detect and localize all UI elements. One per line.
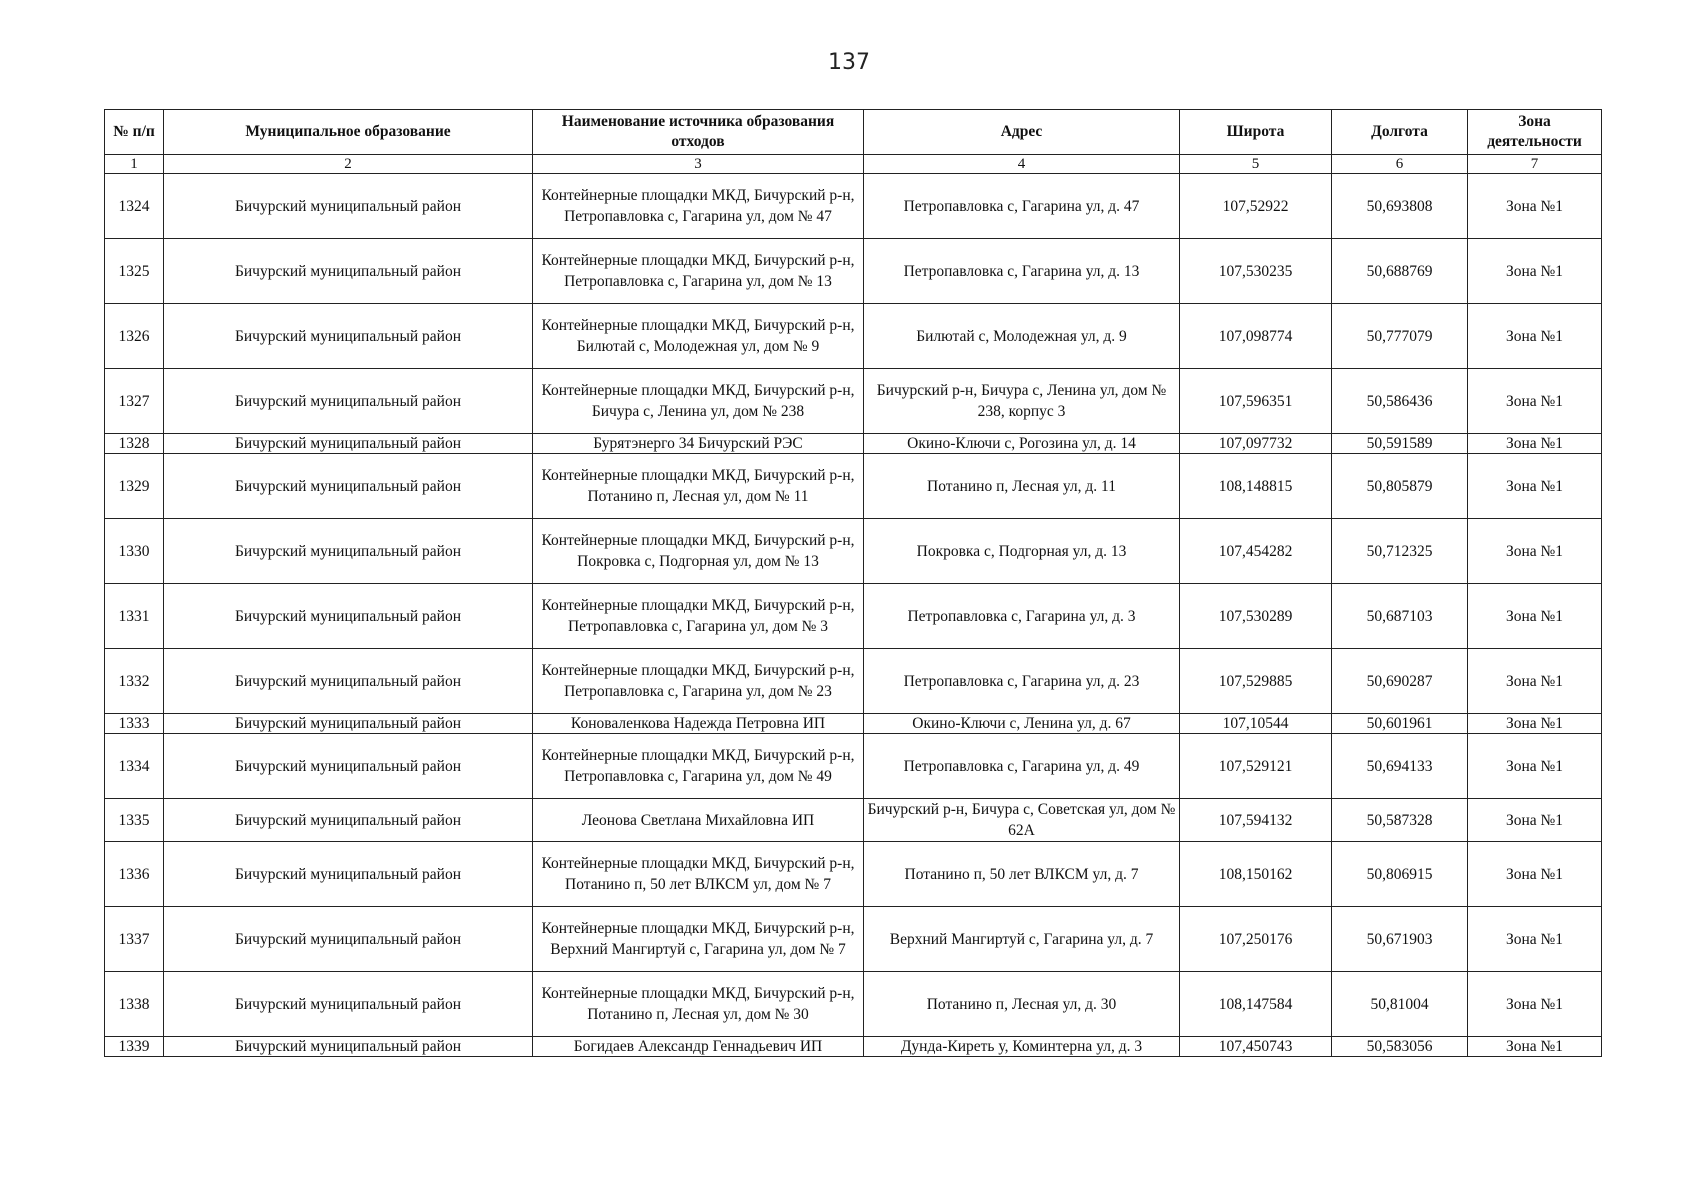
- cell-longitude: 50,591589: [1332, 434, 1468, 454]
- cell-address: Потанино п, 50 лет ВЛКСМ ул, д. 7: [864, 842, 1180, 907]
- cell-municipality: Бичурский муниципальный район: [164, 239, 533, 304]
- cell-num: 1333: [105, 714, 164, 734]
- cell-num: 1338: [105, 972, 164, 1037]
- cell-address: Петропавловка с, Гагарина ул, д. 49: [864, 734, 1180, 799]
- cell-address: Окино-Ключи с, Рогозина ул, д. 14: [864, 434, 1180, 454]
- cell-address: Бичурский р-н, Бичура с, Ленина ул, дом № 238, корпус 3: [864, 369, 1180, 434]
- cell-longitude: 50,712325: [1332, 519, 1468, 584]
- cell-latitude: 107,594132: [1180, 799, 1332, 842]
- cell-num: 1332: [105, 649, 164, 714]
- table-row: [105, 584, 1602, 649]
- cell-source: Контейнерные площадки МКД, Бичурский р-н, Билютай с, Молодежная ул, дом № 9: [533, 304, 864, 369]
- header-municipality: Муниципальное образование: [164, 110, 533, 155]
- cell-zone: Зона №1: [1468, 239, 1602, 304]
- cell-latitude: 107,250176: [1180, 907, 1332, 972]
- cell-source: Контейнерные площадки МКД, Бичурский р-н, Покровка с, Подгорная ул, дом № 13: [533, 519, 864, 584]
- table-row: [105, 369, 1602, 434]
- table-row: [105, 842, 1602, 907]
- cell-latitude: 107,530289: [1180, 584, 1332, 649]
- cell-longitude: 50,583056: [1332, 1037, 1468, 1057]
- cell-municipality: Бичурский муниципальный район: [164, 584, 533, 649]
- header-zone: Зона деятельности: [1468, 110, 1602, 155]
- cell-num: 1328: [105, 434, 164, 454]
- table-row: [105, 1037, 1602, 1057]
- cell-zone: Зона №1: [1468, 799, 1602, 842]
- cell-latitude: 107,529885: [1180, 649, 1332, 714]
- cell-source: Леонова Светлана Михайловна ИП: [533, 799, 864, 842]
- table-row: [105, 714, 1602, 734]
- cell-source: Контейнерные площадки МКД, Бичурский р-н, Петропавловка с, Гагарина ул, дом № 23: [533, 649, 864, 714]
- cell-longitude: 50,805879: [1332, 454, 1468, 519]
- header-longitude: Долгота: [1332, 110, 1468, 155]
- column-number: 3: [533, 155, 864, 174]
- cell-num: 1324: [105, 174, 164, 239]
- column-number: 5: [1180, 155, 1332, 174]
- table-row: [105, 304, 1602, 369]
- cell-source: Коноваленкова Надежда Петровна ИП: [533, 714, 864, 734]
- cell-municipality: Бичурский муниципальный район: [164, 519, 533, 584]
- cell-municipality: Бичурский муниципальный район: [164, 907, 533, 972]
- cell-longitude: 50,694133: [1332, 734, 1468, 799]
- cell-zone: Зона №1: [1468, 454, 1602, 519]
- cell-address: Петропавловка с, Гагарина ул, д. 13: [864, 239, 1180, 304]
- cell-source: Контейнерные площадки МКД, Бичурский р-н, Потанино п, 50 лет ВЛКСМ ул, дом № 7: [533, 842, 864, 907]
- cell-longitude: 50,777079: [1332, 304, 1468, 369]
- cell-zone: Зона №1: [1468, 1037, 1602, 1057]
- cell-source: Контейнерные площадки МКД, Бичурский р-н, Потанино п, Лесная ул, дом № 30: [533, 972, 864, 1037]
- cell-address: Дунда-Киреть у, Коминтерна ул, д. 3: [864, 1037, 1180, 1057]
- column-number: 7: [1468, 155, 1602, 174]
- cell-municipality: Бичурский муниципальный район: [164, 1037, 533, 1057]
- cell-num: 1331: [105, 584, 164, 649]
- cell-municipality: Бичурский муниципальный район: [164, 454, 533, 519]
- cell-num: 1337: [105, 907, 164, 972]
- cell-municipality: Бичурский муниципальный район: [164, 369, 533, 434]
- cell-latitude: 107,530235: [1180, 239, 1332, 304]
- table-row: [105, 649, 1602, 714]
- cell-num: 1327: [105, 369, 164, 434]
- cell-longitude: 50,688769: [1332, 239, 1468, 304]
- column-number: 1: [105, 155, 164, 174]
- cell-municipality: Бичурский муниципальный район: [164, 972, 533, 1037]
- cell-num: 1329: [105, 454, 164, 519]
- table-row: [105, 174, 1602, 239]
- cell-address: Бичурский р-н, Бичура с, Советская ул, дом № 62А: [864, 799, 1180, 842]
- column-number: 2: [164, 155, 533, 174]
- cell-latitude: 107,52922: [1180, 174, 1332, 239]
- cell-source: Контейнерные площадки МКД, Бичурский р-н, Потанино п, Лесная ул, дом № 11: [533, 454, 864, 519]
- cell-zone: Зона №1: [1468, 907, 1602, 972]
- cell-zone: Зона №1: [1468, 584, 1602, 649]
- cell-longitude: 50,586436: [1332, 369, 1468, 434]
- cell-num: 1334: [105, 734, 164, 799]
- cell-source: Контейнерные площадки МКД, Бичурский р-н, Бичура с, Ленина ул, дом № 238: [533, 369, 864, 434]
- cell-source: Контейнерные площадки МКД, Бичурский р-н, Верхний Мангиртуй с, Гагарина ул, дом № 7: [533, 907, 864, 972]
- column-number: 4: [864, 155, 1180, 174]
- cell-address: Билютай с, Молодежная ул, д. 9: [864, 304, 1180, 369]
- cell-municipality: Бичурский муниципальный район: [164, 434, 533, 454]
- cell-longitude: 50,601961: [1332, 714, 1468, 734]
- cell-address: Петропавловка с, Гагарина ул, д. 47: [864, 174, 1180, 239]
- cell-source: Богидаев Александр Геннадьевич ИП: [533, 1037, 864, 1057]
- cell-zone: Зона №1: [1468, 434, 1602, 454]
- cell-zone: Зона №1: [1468, 649, 1602, 714]
- cell-municipality: Бичурский муниципальный район: [164, 174, 533, 239]
- cell-latitude: 108,147584: [1180, 972, 1332, 1037]
- cell-latitude: 107,097732: [1180, 434, 1332, 454]
- cell-municipality: Бичурский муниципальный район: [164, 714, 533, 734]
- cell-num: 1339: [105, 1037, 164, 1057]
- cell-address: Покровка с, Подгорная ул, д. 13: [864, 519, 1180, 584]
- cell-latitude: 107,098774: [1180, 304, 1332, 369]
- cell-num: 1326: [105, 304, 164, 369]
- cell-address: Петропавловка с, Гагарина ул, д. 23: [864, 649, 1180, 714]
- cell-longitude: 50,687103: [1332, 584, 1468, 649]
- header-address: Адрес: [864, 110, 1180, 155]
- cell-latitude: 107,529121: [1180, 734, 1332, 799]
- cell-source: Контейнерные площадки МКД, Бичурский р-н, Петропавловка с, Гагарина ул, дом № 13: [533, 239, 864, 304]
- cell-latitude: 108,150162: [1180, 842, 1332, 907]
- cell-latitude: 108,148815: [1180, 454, 1332, 519]
- cell-zone: Зона №1: [1468, 369, 1602, 434]
- cell-municipality: Бичурский муниципальный район: [164, 799, 533, 842]
- cell-source: Контейнерные площадки МКД, Бичурский р-н, Петропавловка с, Гагарина ул, дом № 3: [533, 584, 864, 649]
- cell-num: 1336: [105, 842, 164, 907]
- cell-address: Потанино п, Лесная ул, д. 11: [864, 454, 1180, 519]
- table-row: [105, 434, 1602, 454]
- cell-longitude: 50,690287: [1332, 649, 1468, 714]
- cell-num: 1330: [105, 519, 164, 584]
- cell-zone: Зона №1: [1468, 519, 1602, 584]
- table-row: [105, 454, 1602, 519]
- cell-municipality: Бичурский муниципальный район: [164, 734, 533, 799]
- header-row: [105, 110, 1602, 155]
- cell-latitude: 107,454282: [1180, 519, 1332, 584]
- cell-address: Окино-Ключи с, Ленина ул, д. 67: [864, 714, 1180, 734]
- column-number-row: [105, 155, 1602, 174]
- header-source: Наименование источника образования отходов: [533, 110, 864, 155]
- cell-municipality: Бичурский муниципальный район: [164, 304, 533, 369]
- cell-longitude: 50,693808: [1332, 174, 1468, 239]
- cell-source: Бурятэнерго 34 Бичурский РЭС: [533, 434, 864, 454]
- cell-zone: Зона №1: [1468, 714, 1602, 734]
- cell-municipality: Бичурский муниципальный район: [164, 842, 533, 907]
- page-number: 137: [828, 50, 870, 75]
- table-row: [105, 734, 1602, 799]
- header-latitude: Широта: [1180, 110, 1332, 155]
- table-row: [105, 907, 1602, 972]
- cell-address: Потанино п, Лесная ул, д. 30: [864, 972, 1180, 1037]
- cell-num: 1335: [105, 799, 164, 842]
- cell-latitude: 107,596351: [1180, 369, 1332, 434]
- cell-zone: Зона №1: [1468, 304, 1602, 369]
- cell-source: Контейнерные площадки МКД, Бичурский р-н, Петропавловка с, Гагарина ул, дом № 47: [533, 174, 864, 239]
- cell-num: 1325: [105, 239, 164, 304]
- cell-source: Контейнерные площадки МКД, Бичурский р-н, Петропавловка с, Гагарина ул, дом № 49: [533, 734, 864, 799]
- table-row: [105, 972, 1602, 1037]
- cell-zone: Зона №1: [1468, 734, 1602, 799]
- cell-zone: Зона №1: [1468, 174, 1602, 239]
- cell-latitude: 107,10544: [1180, 714, 1332, 734]
- cell-municipality: Бичурский муниципальный район: [164, 649, 533, 714]
- column-number: 6: [1332, 155, 1468, 174]
- cell-longitude: 50,81004: [1332, 972, 1468, 1037]
- cell-zone: Зона №1: [1468, 842, 1602, 907]
- cell-longitude: 50,587328: [1332, 799, 1468, 842]
- cell-latitude: 107,450743: [1180, 1037, 1332, 1057]
- waste-sources-table: [104, 109, 1602, 1057]
- table-row: [105, 799, 1602, 842]
- cell-longitude: 50,671903: [1332, 907, 1468, 972]
- cell-address: Верхний Мангиртуй с, Гагарина ул, д. 7: [864, 907, 1180, 972]
- cell-longitude: 50,806915: [1332, 842, 1468, 907]
- table-row: [105, 239, 1602, 304]
- header-num: № п/п: [105, 110, 164, 155]
- cell-zone: Зона №1: [1468, 972, 1602, 1037]
- cell-address: Петропавловка с, Гагарина ул, д. 3: [864, 584, 1180, 649]
- table-row: [105, 519, 1602, 584]
